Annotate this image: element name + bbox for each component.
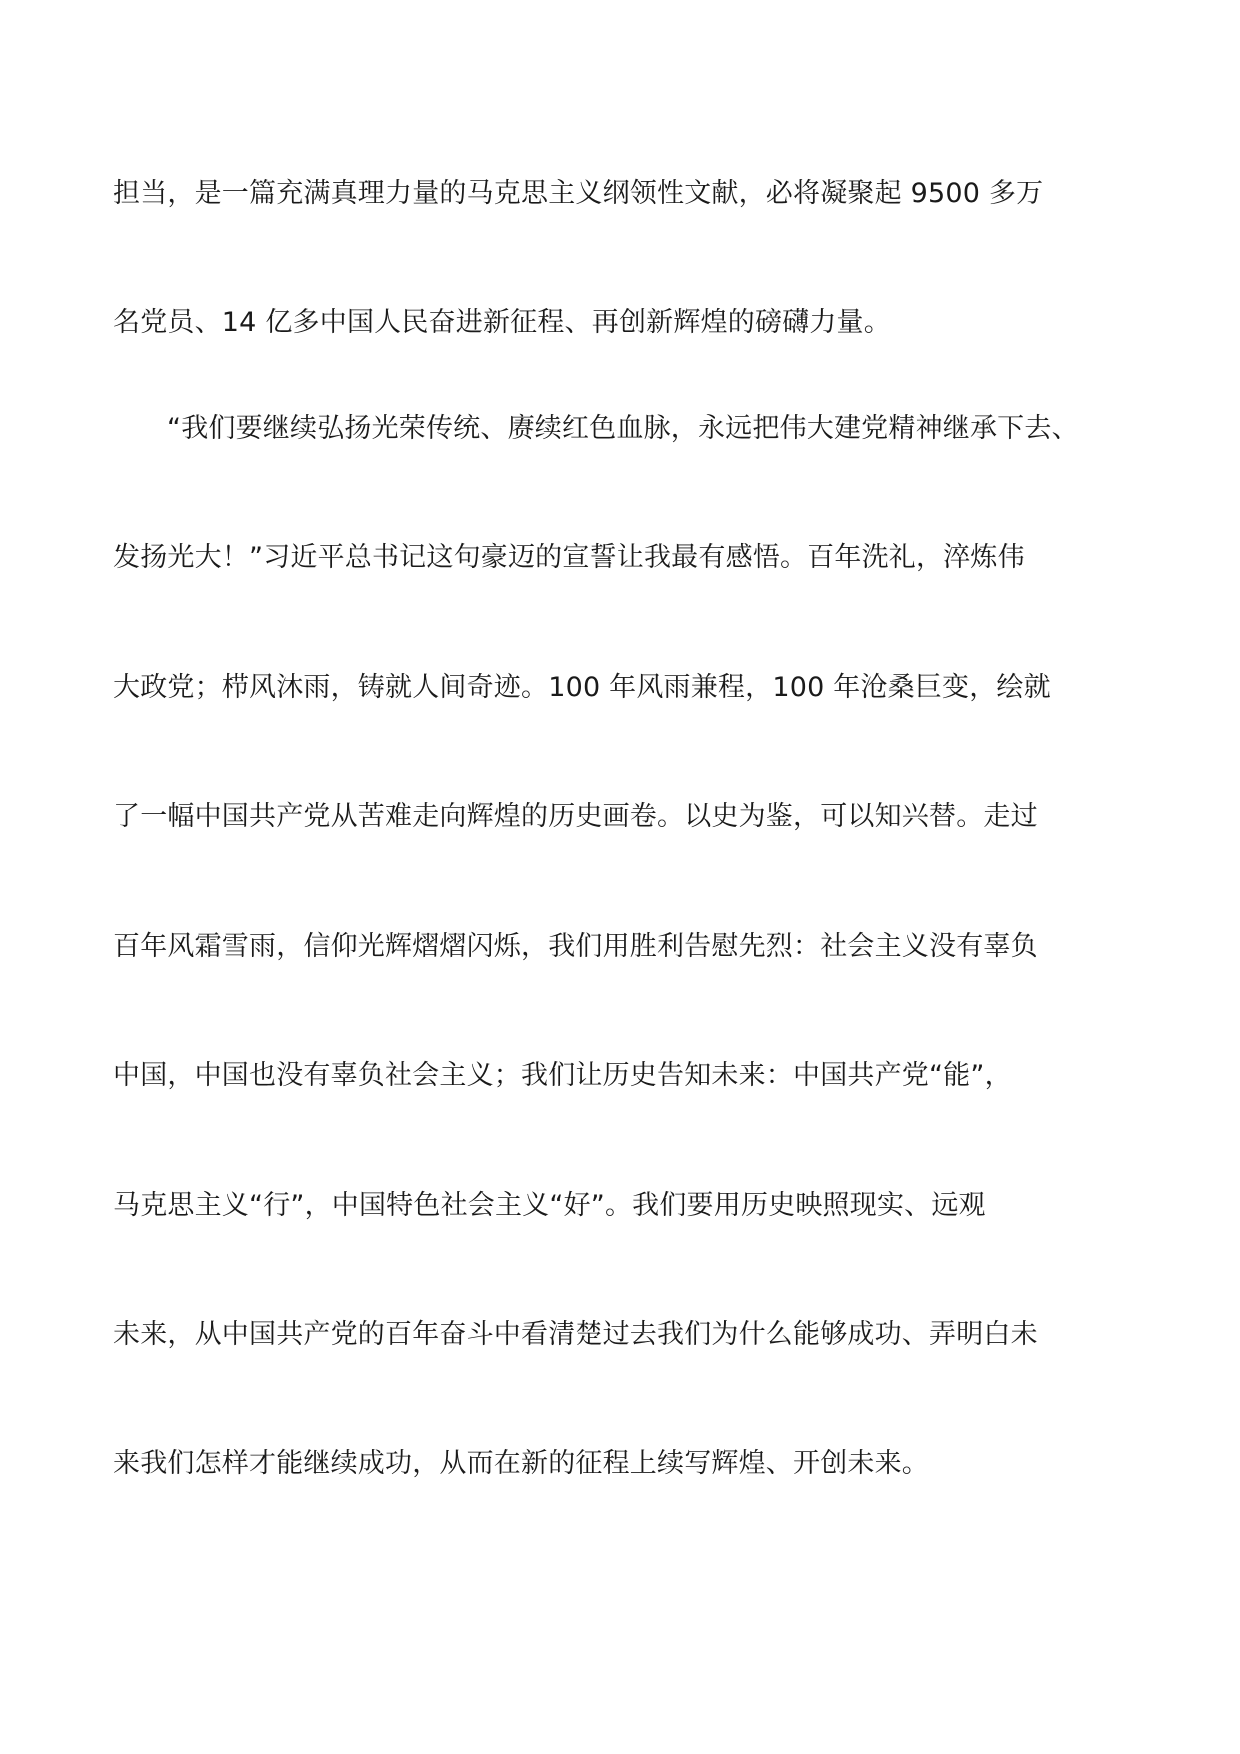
text-line: 了一幅中国共产党从苦难走向辉煌的历史画卷。以史为鉴，可以知兴替。走过 — [113, 801, 1038, 832]
text-line: 中国，中国也没有辜负社会主义；我们让历史告知未来：中国共产党“能”， — [113, 1060, 1012, 1091]
paragraph-first-line: “我们要继续弘扬光荣传统、赓续红色血脉，永远把伟大建党精神继承下去、 — [167, 413, 1079, 444]
text-line: 大政党；栉风沐雨，铸就人间奇迹。100 年风雨兼程，100 年沧桑巨变，绘就 — [113, 672, 1051, 703]
text-line: 马克思主义“行”，中国特色社会主义“好”。我们要用历史映照现实、远观 — [113, 1190, 986, 1221]
text-line: 未来，从中国共产党的百年奋斗中看清楚过去我们为什么能够成功、弄明白未 — [113, 1319, 1038, 1350]
text-line: 担当，是一篇充满真理力量的马克思主义纲领性文献，必将凝聚起 9500 多万 — [113, 178, 1044, 209]
text-line: 来我们怎样才能继续成功，从而在新的征程上续写辉煌、开创未来。 — [113, 1448, 929, 1479]
text-line: 名党员、14 亿多中国人民奋进新征程、再创新辉煌的磅礴力量。 — [113, 307, 891, 338]
text-line: 发扬光大！”习近平总书记这句豪迈的宣誓让我最有感悟。百年洗礼，淬炼伟 — [113, 542, 1025, 573]
text-line: 百年风霜雪雨，信仰光辉熠熠闪烁，我们用胜利告慰先烈：社会主义没有辜负 — [113, 931, 1038, 962]
